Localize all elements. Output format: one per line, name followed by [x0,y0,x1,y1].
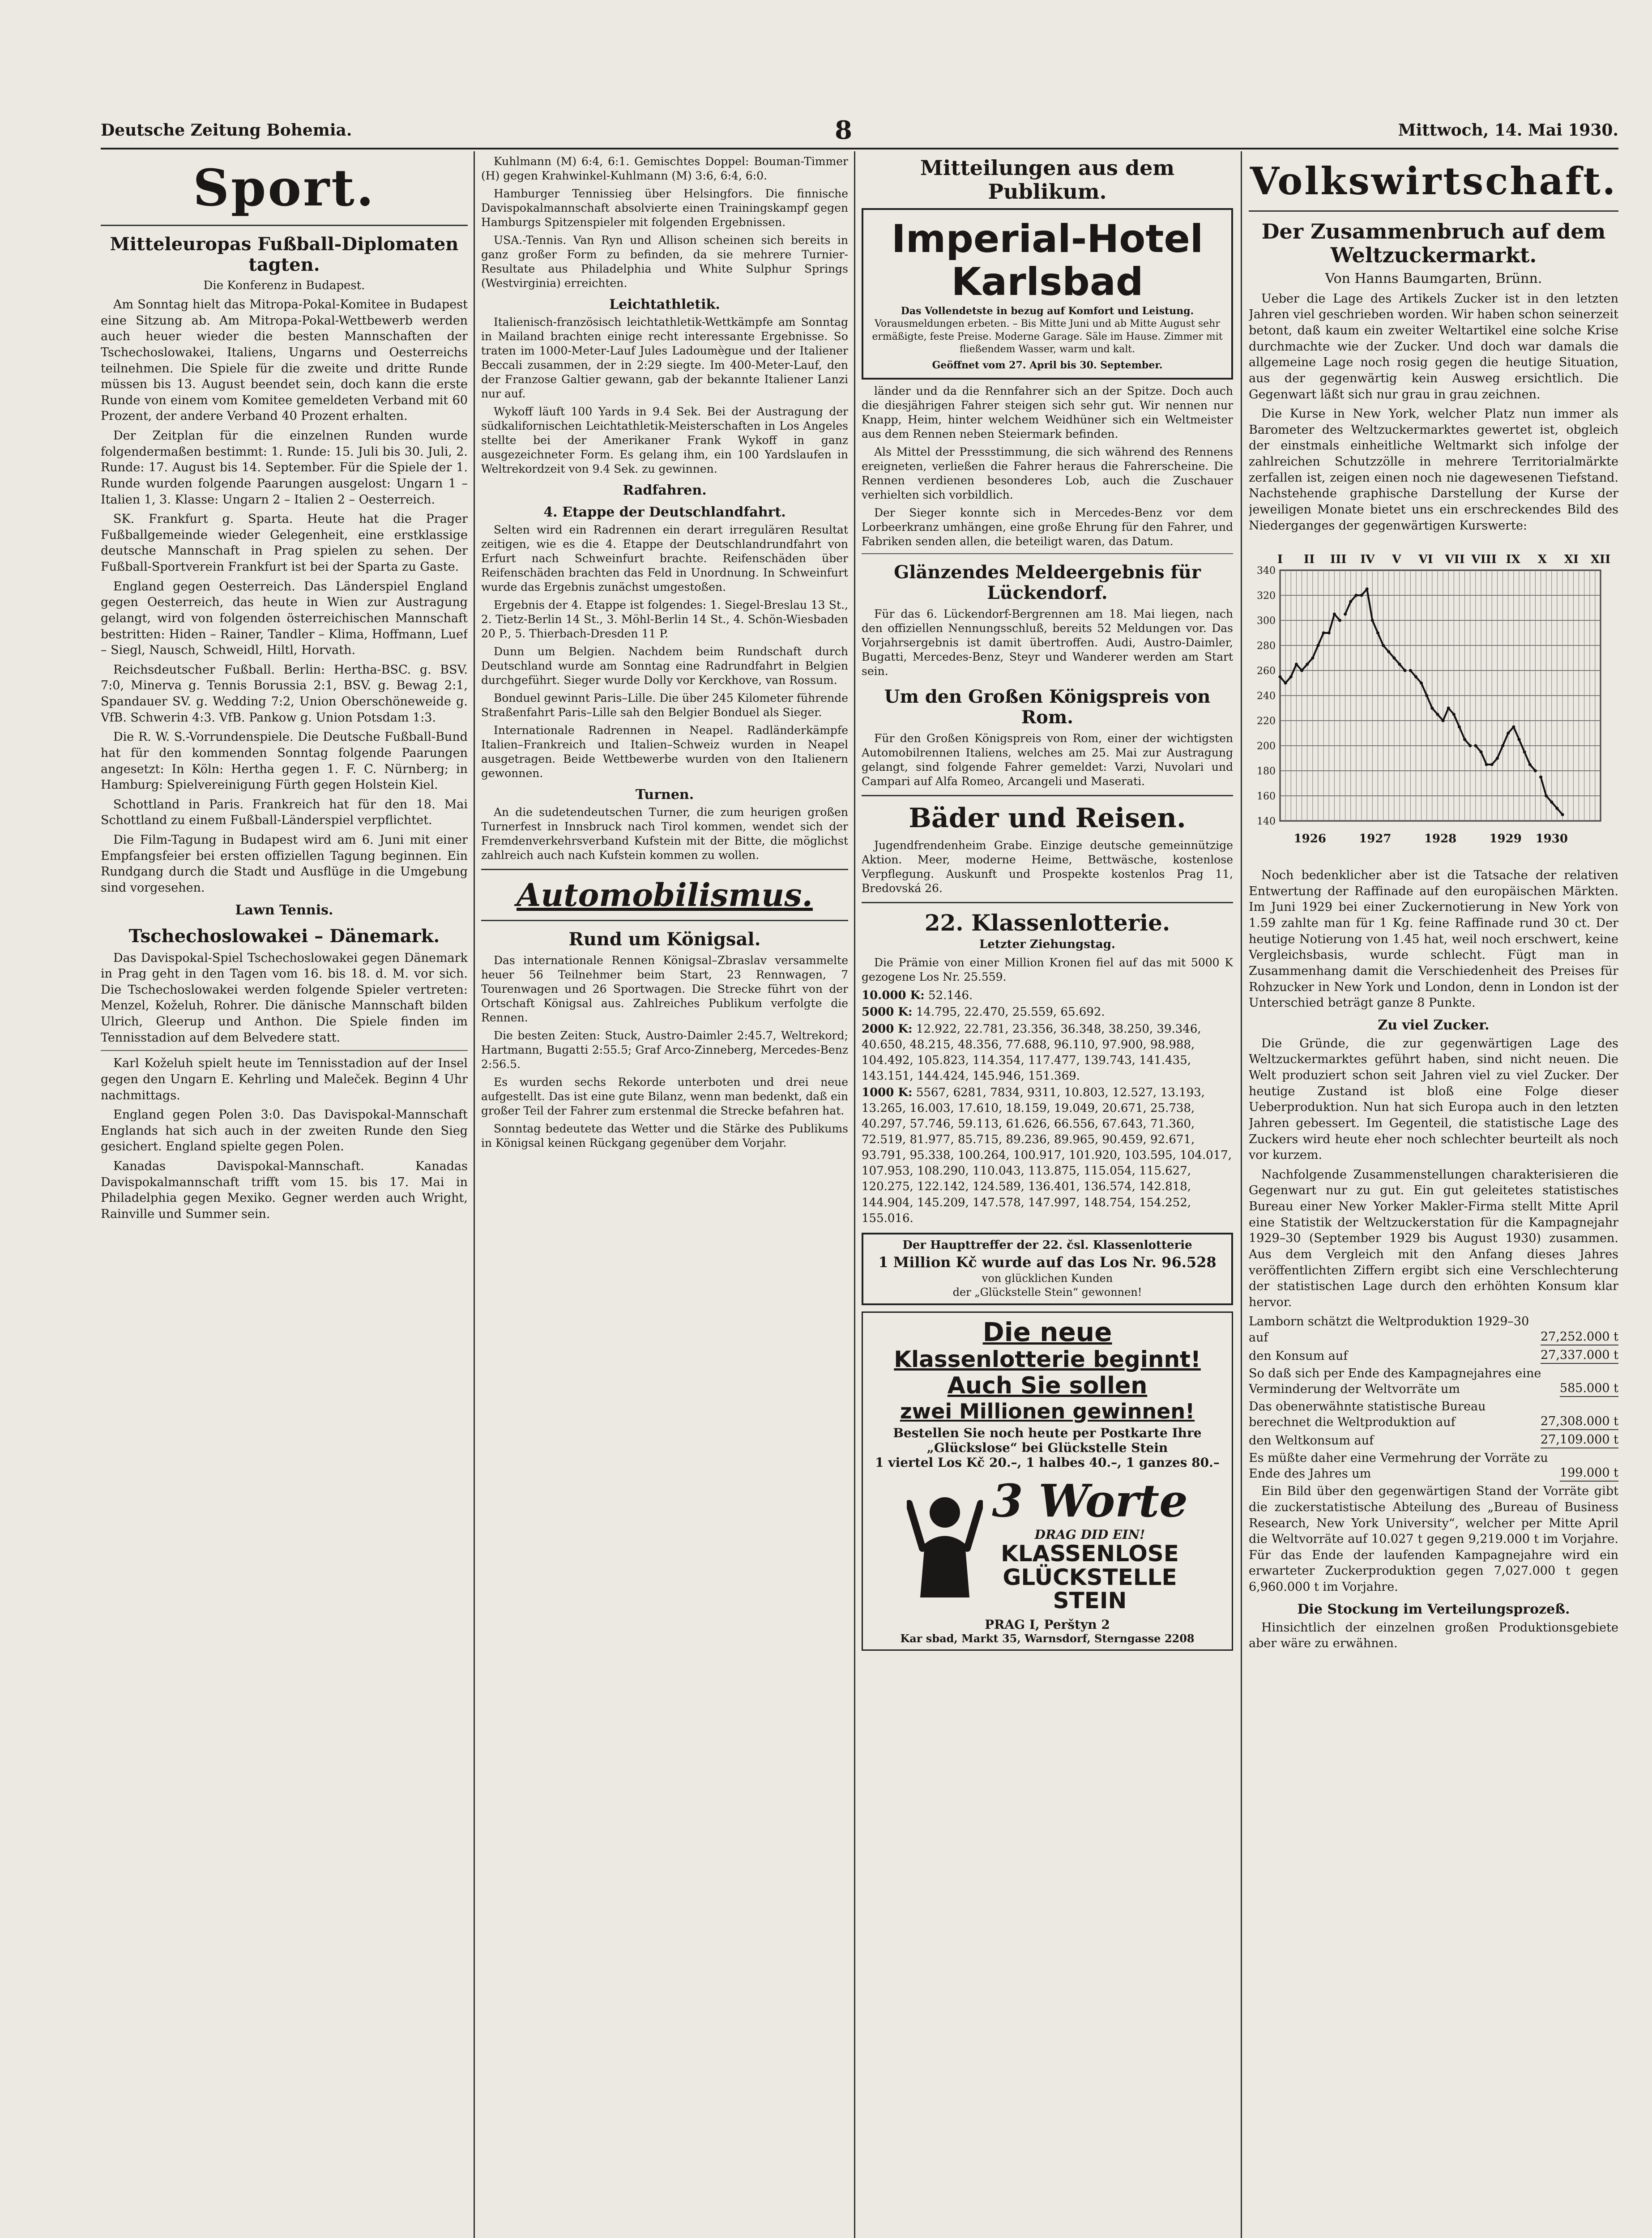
data-point [1480,751,1483,754]
headline-cycling: Radfahren. [623,483,707,498]
article-paragraph: Der Sieger konnte sich in Mercedes-Benz vor dem Lorbeerkranz umhängen, eine große Ehrung für den Fahrer, und Fabriken senden allen, die beteiligt waren, das Datum. [862,506,1233,548]
legend-label: 1928 [1424,832,1457,846]
advertisement-lottery-promo [862,1311,1233,1651]
masthead: Deutsche Zeitung Bohemia. [101,121,352,140]
ad-winner-line: 1 Million Kč wurde auf das Los Nr. 96.528 [878,1253,1217,1271]
data-point [1376,632,1379,635]
data-point [1561,813,1564,816]
headline-tennis: Lawn Tennis. [235,902,333,918]
article-paragraph: Kuhlmann (M) 6:4, 6:1. Gemischtes Doppel: Bouman-Timmer (H) gegen Krahwinkel-Kuhlmann (M) 3:6, 6:4, 6:0. [481,155,848,182]
data-point [1442,719,1445,722]
y-tick-label: 220 [1257,716,1276,727]
chart-svg [1249,539,1618,861]
y-tick-label: 240 [1257,691,1276,702]
month-label: IV [1360,553,1375,567]
article-paragraph: Italienisch-französisch leichtathletik-Wettkämpfe am Sonntag in Mailand brachten einige recht interessante Ergebnisse. So traten im 1000-Meter-Lauf Jules Ladoumègue und der Italiener Beccali zusammen, der in 2:29 siegte. Im 400-Meter-Lauf, den der Franzose Galtier gewann, gab der bekannte Italiener Lanzi nur auf. [481,316,848,400]
data-point [1300,669,1303,672]
promo-line: Klassenlotterie beginnt! [894,1346,1201,1373]
article-paragraph: England gegen Polen 3:0. Das Davispokal-Mannschaft Englands hat sich auch in der zweiten Runde den Sieg gesichert. England spielte gegen Polen. [101,1108,468,1154]
lottery-subtitle: Letzter Ziehungstag. [979,938,1115,952]
data-point [1550,801,1553,804]
y-tick-label: 280 [1257,641,1276,652]
promo-line: Auch Sie sollen [947,1372,1148,1399]
data-point [1316,644,1319,647]
article-paragraph: An die sudetendeutschen Turner, die zum heurigen großen Turnerfest in Innsbruck nach Tirol kommen, wendet sich der Fremdenverkehrsverband Kufstein mit der Bitte, die möglichst zahlreich auch nach Kufstein kommen zu wollen. [481,806,848,862]
subheadline: Die Konferenz in Budapest. [203,279,365,292]
article-paragraph: Am Sonntag hielt das Mitropa-Pokal-Komitee in Budapest eine Sitzung ab. Am Mitropa-Pokal-Wettbewerb werden auch heuer wieder die besten Mannschaften der Tschechoslowakei, Italiens, Ungarns und Oesterreichs teilnehmen. Die Spiele für die zweite und dritte Runde müssen bis 13. August beendet sein, doch kann die erste Runde von einem vom Komitee gemeldeten Verband mit 60 Prozent, der andere Verband 40 Prozent erhalten. [101,298,468,423]
data-point [1447,707,1450,710]
statistics-label: den Weltkonsum auf [1249,1434,1374,1448]
divider [101,225,468,226]
statistics-row [1249,1366,1618,1397]
article-paragraph: länder und da die Rennfahrer sich an der Spitze. Doch auch die diesjährigen Fahrer steigen sich sehr gut. Wir nennen nur Knapp, Heim, hinter welchem Weidhüner sich ein Weltmeister aus dem Rennen neben Steiermark befinden. [862,384,1233,441]
data-point [1398,663,1401,666]
y-tick-label: 320 [1257,590,1276,602]
article-paragraph: Ein Bild über den gegenwärtigen Stand der Vorräte gibt die zuckerstatistische Abteilung des „Bureau of Business Research, New York University“, welcher per Mitte April die Weltvorräte auf 10.027 t gegen 9,219.000 t im Vorjahre. Für das Ende der laufenden Kampagnejahre wird ein erwarteter Zuckerproduktion gegen 7,027.000 t gegen 6,960.000 t im Vorjahre. [1249,1484,1618,1594]
headline-davis-cup: Tschechoslowakei – Dänemark. [128,925,440,947]
series-line-1928 [1410,671,1470,746]
statistics-row [1249,1450,1618,1482]
promo-address: Kar sbad, Markt 35, Warnsdorf, Sterngasse [900,1632,1161,1645]
statistics-value: 199.000 t [1560,1465,1618,1482]
article-paragraph: Schottland in Paris. Frankreich hat für den 18. Mai Schottland zu einem Fußball-Länderspiel verpflichtet. [101,797,468,828]
month-label: XI [1564,553,1579,567]
promo-logo-text: KLASSENLOSE [1001,1541,1179,1567]
series-line-1929 [1476,727,1536,771]
legend-label: 1926 [1293,832,1326,846]
article-paragraph: Die Gründe, die zur gegenwärtigen Lage des Weltzuckermarktes geführt haben, sind nicht neuen. Die Welt produziert schon seit Jahren viel zu viel Zucker. Der heutige Zustand ist bloß eine Folge dieser Ueberproduktion. Nun hat sich Europa auch in den letzten Jahren gebessert. Im Gegenteil, die statistische Lage des Zuckers wird heute eher noch schlechter beurteilt als noch vor kurzem. [1249,1036,1618,1162]
legend-label: 1929 [1489,832,1522,846]
column-rule [1241,151,1242,2238]
article-paragraph: Hamburger Tennissieg über Helsingfors. Die finnische Davispokalmannschaft absolvierte einen Trainingskampf gegen Hamburgs Spitzenspieler mit folgenden Ergebnissen. [481,187,848,229]
data-point [1409,669,1412,672]
statistics-label: Das obenerwähnte statistische Bureau berechnet die Weltproduktion auf [1249,1399,1486,1429]
section-title-economy: Volkswirtschaft. [1250,159,1618,203]
page-number: 8 [835,115,852,145]
article-paragraph: Der Zeitplan für die einzelnen Runden wurde folgendermaßen bestimmt: 1. Runde: 15. Juli bis 30. Juli, 2. Runde: 17. August bis 14. September. Für die Spiele der 1. Runde wurden folgende Paarungen ausgelost: Ungarn 1 – Italien 1, 3. Klasse: Ungarn 2 – Italien 2 – Oesterreich. [101,429,468,507]
headline-athletics: Leichtathletik. [609,297,720,312]
headline-stockung: Die Stockung im Verteilungsprozeß. [1297,1601,1570,1617]
lottery-prize-label: 10.000 K: [862,989,925,1003]
statistics-value: 27,109.000 t [1541,1432,1618,1448]
promo-line: Bestellen Sie noch heute per Postkarte Ihre „Glückslose“ bei Glückstelle Stein [893,1426,1202,1456]
month-label: I [1277,553,1283,567]
data-point [1452,713,1456,716]
article-paragraph: Jugendfrendenheim Grabe. Einzige deutsche gemeinnützige Aktion. Meer, moderne Heime, Bettwäsche, kostenlose Verpflegung. Auskunft und Prospekte kostenlos Prag 11, Bredovská 26. [862,839,1233,895]
month-label: VI [1418,553,1433,567]
ad-hotel-name: Imperial-Hotel [891,216,1204,261]
data-point [1360,594,1363,597]
article-paragraph: Wykoff läuft 100 Yards in 9.4 Sek. Bei der Austragung der südkalifornischen Leichtathletik-Meisterschaften in Los Angeles stellte bei der Amerikaner Frank Wykoff in ganz ausgezeichneter Form. Es gelang ihm, ein 100 Yardslaufen in Weltrekordzeit von 9.4 Sek. zu gewinnen. [481,405,848,475]
statistics-label: Es müßte daher eine Vermehrung der Vorräte zu Ende des Jahres um [1249,1451,1548,1481]
month-label: II [1303,553,1315,567]
data-point [1311,657,1314,660]
article-paragraph: Dunn um Belgien. Nachdem beim Rundschaft durch Deutschland wurde am Sonntag eine Radrundfahrt in Belgien durchgeführt. Sieger wurde Dolly vor Kerckhove, van Rossum. [481,645,848,687]
lottery-row [862,1085,1233,1226]
advertisement-jackpot-winner [862,1233,1233,1305]
article-paragraph: Die R. W. S.-Vorrundenspiele. Die Deutsche Fußball-Bund hat für den kommenden Sonntag folgende Paarungen angesetzt: In Köln: Hertha gegen 1. F. C. Nürnberg; in Hamburg: Spielvereinigung Fürth gegen Holstein Kiel. [101,730,468,792]
legend-label: 1927 [1359,832,1392,846]
data-point [1306,663,1309,666]
article-paragraph: Es wurden sechs Rekorde unterboten und drei neue aufgestellt. Das ist eine gute Bilanz, wenn man bedenkt, daß ein großer Teil der Fahrer zum erstenmal die Strecke befahren hat. [481,1076,848,1117]
lottery-prize-label: 2000 K: [862,1022,913,1036]
y-tick-label: 300 [1257,615,1276,627]
article-paragraph: Die besten Zeiten: Stuck, Austro-Daimler 2:45.7, Weltrekord; Hartmann, Bugatti 2:55.5; Graf Arco-Zinneberg, Mercedes-Benz 2:56.5. [481,1029,848,1071]
data-point [1289,675,1293,679]
divider [481,869,848,870]
y-tick-label: 260 [1257,666,1276,677]
column-rule [474,151,475,2238]
article-paragraph: Als Mittel der Pressstimmung, die sich während des Rennens ereigneten, verließen die Fahrer heraus die Fahrerscheine. Die Rennen verdienen besonderes Lob, auch die Zuschauer verhielten sich vorbildlich. [862,445,1233,502]
data-point [1414,675,1417,679]
lottery-numbers: 52.146. [928,989,973,1003]
column-economy [1249,154,1618,2238]
article-paragraph: Kanadas Davispokal-Mannschaft. Kanadas Davispokalmannschaft trifft vom 15. bis 17. Mai in Philadelphia gegen Mexiko. Gegner werden auch Wright, Rainville und Summer sein. [101,1159,468,1221]
article-paragraph: Ueber die Lage des Artikels Zucker ist in den letzten Jahren viel geschrieben worden. Wir haben schon seinerzeit betont, daß kaum ein zweiter Weltartikel eine solche Krise durchmachte wie der Zucker. Und doch war damals die allgemeine Lage noch rosig gegen die heutige Situation, aus der gegenwärtig kein Ausweg ersichtlich. Die Gegenwart läßt sich nur grau in grau zeichnen. [1249,291,1618,401]
data-point [1436,713,1439,716]
article-paragraph: Das internationale Rennen Königsal–Zbraslav versammelte heuer 56 Teilnehmer beim Start, 23 Rennwagen, 7 Tourenwagen und 26 Sportwagen. Die Strecke führt von der Ortschaft Königsal aus. Zahlreiches Publikum verfolgte die Rennen. [481,954,848,1024]
lottery-prize-label: 5000 K: [862,1005,913,1019]
statistics-row [1249,1399,1618,1430]
column-sport [101,154,468,2238]
article-paragraph: Die Kurse in New York, welcher Platz nun immer als Barometer des Weltzuckermarktes gewertet ist, obgleich der einstmals einheitliche Weltmarkt sich infolge der zahlreichen Schutzzölle in mehrere Territorialmärkte zerfallen ist, zeigen einen noch nie dagewesenen Tiefstand. Nachstehende graphische Darstellung der Kurse der jeweiligen Monate bietet uns ein erschreckendes Bild des Niederganges der gegenwärtigen Kurswerte: [1249,407,1618,533]
data-point [1528,763,1532,766]
statistics-label: Lamborn schätzt die Weltproduktion 1929–30 auf [1249,1315,1529,1345]
issue-date: Mittwoch, 14. Mai 1930. [1398,121,1618,140]
data-point [1338,619,1341,622]
headline-rome: Um den Großen Königspreis von Rom. [884,686,1211,728]
data-point [1425,694,1428,697]
data-point [1284,682,1287,685]
article-paragraph: Die Film-Tagung in Budapest wird am 6. Juni mit einer Empfangsfeier bei ersten offiziellen Tagung beginnen. Ein Rundgang durch die Stadt und Ausflüge in die Umgebung sind vorgesehen. [101,833,468,895]
article-paragraph: USA.-Tennis. Van Ryn und Allison scheinen sich bereits in ganz großer Form zu befinden, da sie mehrere Turnier-Resultate aus Philadelphia und White Sulphur Springs (Westvirginia) erreichten. [481,234,848,290]
data-point [1517,738,1520,741]
article-paragraph: Reichsdeutscher Fußball. Berlin: Hertha-BSC. g. BSV. 7:0, Minerva g. Tennis Borussia 2:1, BSV. g. Bewag 2:1, Spandauer SV. g. Wedding 7:2, Union Oberschöneweide g. VfB. Schwerin 4:3. VfB. Pankow g. Union Potsdam 1:3. [101,662,468,725]
headline-lueckendorf: Glänzendes Meldeergebnis für Lückendorf. [894,562,1201,604]
article-paragraph: Internationale Radrennen in Neapel. Radländerkämpfe Italien–Frankreich und Italien–Schweiz wurden in Neapel ausgetragen. Beide Wettbewerbe wurden von den Italienern gewonnen. [481,724,848,780]
headline-football: Mitteleuropas Fußball-Diplomaten tagten. [110,234,459,275]
headline-gymnastics: Turnen. [635,787,694,803]
statistics-value: 585.000 t [1560,1380,1618,1397]
series-line-1926 [1280,614,1340,683]
data-point [1539,776,1542,779]
month-label: V [1392,553,1401,567]
data-point [1430,707,1434,710]
headline-cycling-stage: 4. Etappe der Deutschlandfahrt. [543,504,786,520]
data-point [1333,613,1336,616]
promo-address-line [867,1632,1227,1645]
data-point [1458,726,1461,729]
lottery-prize-label: 1000 K: [862,1085,913,1099]
man-figure-icon [907,1486,983,1602]
section-title-sport: Sport. [193,159,376,218]
page-header [101,115,1618,148]
legend-label: 1930 [1535,832,1568,846]
month-label: IX [1506,553,1520,567]
lottery-row [862,1004,1233,1020]
statistics-row [1249,1432,1618,1448]
promo-logo-text: GLÜCKSTELLE [1003,1564,1177,1590]
data-point [1371,619,1374,622]
article-paragraph: Karl Koželuh spielt heute im Tennisstadion auf der Insel gegen den Ungarn E. Kehrling und Maleček. Beginn 4 Uhr nachmittags. [101,1056,468,1102]
data-point [1392,657,1396,660]
divider [101,1050,468,1051]
article-paragraph: Selten wird ein Radrennen ein derart irregulären Resultat zeitigen, wie es die 4. Etappe der Deutschlandrundfahrt von Erfurt nach Schweinfurt brachte. Reifenschäden über Reifenschäden brachten das Feld in Unordnung. In Schweinfurt wurde das Ergebnis zunächst umgestoßen. [481,523,848,594]
header-rule [101,148,1618,149]
divider [862,553,1233,554]
article-paragraph: SK. Frankfurt g. Sparta. Heute hat die Prager Fußballgemeinde wieder Gelegenheit, eine erstklassige deutsche Mannschaft in Prag spielen zu sehen. Der Fußball-Sportverein Frankfurt ist bei der Sparta zu Gaste. [101,512,468,574]
ad-winner-line: der „Glückstelle Stein“ gewonnen! [952,1286,1142,1299]
y-tick-label: 180 [1257,766,1276,777]
lottery-title: 22. Klassenlotterie. [924,910,1170,936]
lottery-row [862,988,1233,1004]
data-point [1512,726,1515,729]
section-title-public: Mitteilungen aus dem Publikum. [920,156,1175,204]
lottery-numbers: 5567, 6281, 7834, 9311, 10.803, 12.527, 13.193, 13.265, 16.003, 17.610, 18.159, 19.049, 20.671, 25.738, 40.297, 57.746, 59.113, 61.626, 66.556, 67.643, 71.360, 72.519, 81.977, 85.715, 89.236, 89.965, 90.459, 92.671, 93.791, 95.338, 100.264, 100.917, 101.920, 103.595, 104.017, 107.953, 108.290, 110.043, 113.875, 115.054, 115.627, 120.275, 122.142, 124.589, 136.401, 136.574, 142.818, 144.904, 145.209, 147.578, 147.997, 148.754, 154.252, 155.016. [862,1085,1232,1225]
y-tick-label: 140 [1257,816,1276,828]
article-paragraph: Sonntag bedeutete das Wetter und die Stärke des Publikums in Königsal keinen Rückgang gegenüber dem Vorjahr. [481,1122,848,1149]
data-point [1555,807,1558,810]
promo-line: 1 viertel Los Kč 20.–, 1 halbes 40.–, 1 ganzes 80.– [875,1455,1220,1470]
data-point [1328,632,1331,635]
y-tick-label: 340 [1257,565,1276,577]
ad-winner-line: Der Haupttreffer der 22. čsl. Klassenlotterie [902,1238,1192,1252]
promo-line: zwei Millionen gewinnen! [900,1399,1195,1423]
section-title-baths: Bäder und Reisen. [909,803,1186,834]
data-point [1387,650,1390,653]
data-point [1349,600,1352,603]
data-point [1295,663,1298,666]
data-point [1404,669,1407,672]
data-point [1534,769,1537,773]
month-label: III [1330,553,1347,567]
divider [862,902,1233,903]
article-paragraph: Für das 6. Lückendorf-Bergrennen am 18. Mai liegen, nach den offiziellen Nennungsschluß, bereits 52 Meldungen vor. Das Vorjahrsergebnis ist damit übertroffen. Audi, Austro-Daimler, Bugatti, Mercedes-Benz, Steyr und Wanderer werden am Start sein. [862,607,1233,678]
data-point [1463,738,1466,741]
article-paragraph: Ergebnis der 4. Etappe ist folgendes: 1. Siegel-Breslau 13 St., 2. Tietz-Berlin 14 St., 3. Möhl-Berlin 14 St., 4. Schön-Wiesbaden 20 P., 5. Thierbach-Dresden 11 P. [481,598,848,640]
month-label: VII [1445,553,1465,567]
data-point [1474,744,1477,747]
promo-logo-tag: DRAG DID EIN! [1034,1527,1145,1542]
headline-sugar-market: Der Zusammenbruch auf dem Weltzuckermarkt. [1261,219,1606,267]
headline-koenigsal: Rund um Königsal. [568,929,761,950]
article-paragraph: Hinsichtlich der einzelnen großen Produktionsgebiete aber wäre zu erwähnen. [1249,1620,1618,1651]
data-point [1382,644,1385,647]
promo-logo [867,1474,1227,1613]
lottery-numbers: 14.795, 22.470, 25.559, 65.692. [916,1005,1105,1019]
data-point [1545,794,1548,798]
data-point [1344,613,1347,616]
article-paragraph: Noch bedenklicher aber ist die Tatsache der relativen Entwertung der Raffinade auf den europäischen Märkten. Im Juni 1929 bei einer Zuckernotierung in New York von 1.59 zahlte man für 1 Kg. feine Raffinade rund 30 ct. Der heutige Notierung von 1.45 hat, weil noch erschwert, keine Vergleichsbasis, wurde schlecht. Fügt man in Zusammenhang damit die Verschiedenheit des Preises für Rohzucker in New York und London, denn in London ist der Unterschied beträgt ganze 8 Punkte. [1249,868,1618,1010]
data-point [1366,588,1369,591]
y-tick-label: 160 [1257,791,1276,803]
data-point [1485,763,1488,766]
section-title-automobile: Automobilismus. [517,876,813,914]
data-point [1501,744,1504,747]
promo-logo-text: STEIN [1053,1588,1127,1614]
data-point [1507,732,1510,735]
sugar-price-chart [1249,539,1618,861]
month-label: X [1537,553,1547,567]
data-point [1496,757,1499,760]
promo-logo-words: 3 Worte [992,1474,1188,1528]
article-paragraph: Nachfolgende Zusammenstellungen charakterisieren die Gegenwart nur zu gut. Ein gut geleitetes statistisches Bureau einer New Yorker Makler-Firma stellt Mitte April eine Statistik der Weltzuckerstation für die Kampagnejahr 1929–30 (September 1929 bis August 1930) zusammen. Aus dem Vergleich mit den Anfang dieses Jahres veröffentlichten Ziffern ergibt sich eine Verschlechterung der statistischen Lage durch den erhöhten Konsum klar hervor. [1249,1167,1618,1309]
article-paragraph: Für den Großen Königspreis von Rom, einer der wichtigsten Automobilrennen Italiens, welches am 25. Mai zur Austragung gelangt, sind folgende Fahrer gemeldet: Varzi, Nuvolari und Campari auf Alfa Romeo, Arcangeli und Maserati. [862,732,1233,788]
data-point [1468,744,1472,747]
data-point [1420,682,1423,685]
data-point [1354,594,1357,597]
promo-line: Die neue [982,1316,1112,1347]
promo-address: PRAG I, Perštyn 2 [985,1617,1110,1632]
article-paragraph: England gegen Oesterreich. Das Länderspiel England gegen Oesterreich, das heute in Wien zur Austragung gelangt, wird von folgenden österreichischen Mannschaft bestritten: Hiden – Rainer, Tandler – Klima, Hoffmann, Luef – Siegl, Nausch, Schweidl, Hiltl, Horvath. [101,579,468,658]
ad-hotel-tagline: Das Vollendetste in bezug auf Komfort und Leistung. [901,305,1194,317]
data-point [1322,632,1325,635]
month-label: XII [1590,553,1611,567]
ad-hotel-text: Vorausmeldungen erbeten. – Bis Mitte Juni und ab Mitte August sehr ermäßigte, feste Preise. Moderne Garage. Säle im Hause. Zimmer mit fließendem Wasser, warm und kalt. [872,318,1223,355]
divider [862,795,1233,796]
series-line-1927 [1345,589,1405,671]
article-paragraph: Das Davispokal-Spiel Tschechoslowakei gegen Dänemark in Prag geht in den Tagen vom 16. bis 18. d. M. vor sich. Die Tschechoslowakei werden folgende Spieler vertreten: Menzel, Koželuh, Rohrer. Die dänische Mannschaft bilden Ulrich, Gleerup und Anthon. Die Spiele finden im Tennisstadion auf dem Belvedere statt. [101,951,468,1045]
column-public-notices [862,154,1233,2238]
lottery-numbers: 12.922, 22.781, 23.356, 36.348, 38.250, 39.346, 40.650, 48.215, 48.356, 77.688, 96.110, 97.900, 98.988, 104.492, 105.823, 114.354, 117.477, 139.743, 141.435, 143.151, 144.424, 145.946, 151.369. [862,1022,1201,1083]
article-paragraph: Bonduel gewinnt Paris–Lille. Die über 245 Kilometer führende Straßenfahrt Paris–Lille sah den Belgier Bonduel als Sieger. [481,692,848,719]
ad-winner-line: von glücklichen Kunden [982,1272,1113,1285]
data-point [1279,675,1282,679]
advertisement-imperial-hotel [862,208,1233,380]
statistics-row [1249,1314,1618,1345]
column-rule [854,151,855,2238]
divider [481,920,848,921]
column-sport-continued [481,154,848,2238]
data-point [1523,751,1526,754]
statistics-table [1249,1314,1618,1482]
statistics-value: 27,308.000 t [1541,1414,1618,1430]
statistics-row [1249,1347,1618,1364]
byline: Von Hanns Baumgarten, Brünn. [1325,270,1542,286]
statistics-label: den Konsum auf [1249,1349,1348,1363]
promo-code: 2208 [1164,1632,1195,1645]
statistics-label: So daß sich per Ende des Kampagnejahres eine Verminderung der Weltvorräte um [1249,1366,1541,1396]
month-label: VIII [1471,553,1497,567]
headline-too-much-sugar: Zu viel Zucker. [1378,1017,1490,1033]
statistics-value: 27,252.000 t [1541,1329,1618,1345]
lottery-row [862,1021,1233,1084]
y-tick-label: 200 [1257,741,1276,752]
data-point [1490,763,1494,766]
ad-hotel-city: Karlsbad [951,260,1144,305]
lottery-intro: Die Prämie von einer Million Kronen fiel auf das mit 5000 K gezogene Los Nr. 25.559. [862,956,1233,984]
divider [1249,210,1618,212]
ad-hotel-season: Geöffnet vom 27. April bis 30. September. [932,359,1163,371]
statistics-value: 27,337.000 t [1541,1347,1618,1364]
